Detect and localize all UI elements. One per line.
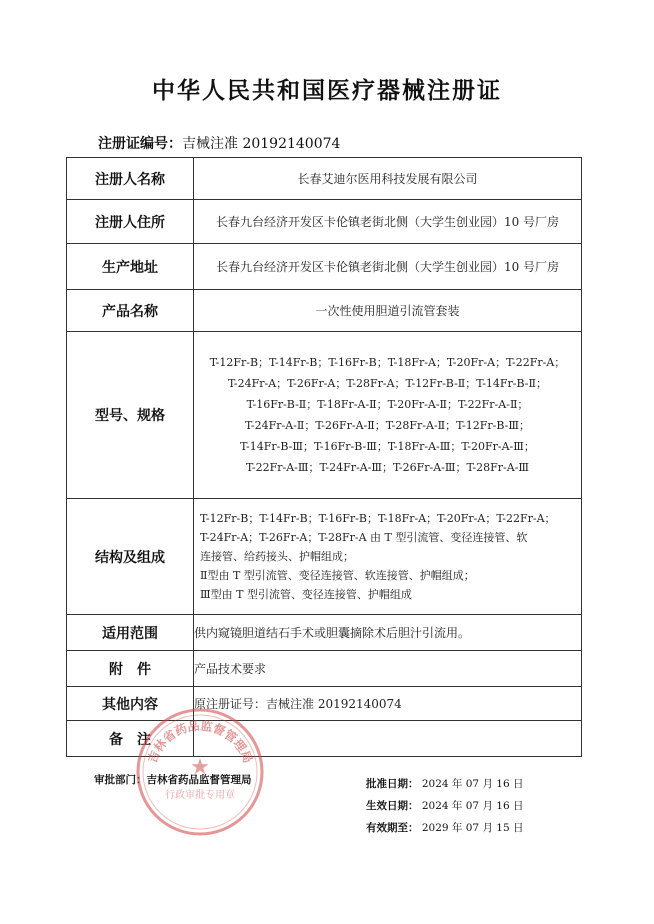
table-row: [67, 721, 582, 757]
registration-number: [98, 133, 340, 153]
svg-text:★: ★: [190, 755, 210, 780]
approval-date-label: 批准日期：: [366, 778, 419, 790]
spec-line: T-22Fr-A-Ⅲ；T-24Fr-A-Ⅲ；T-26Fr-A-Ⅲ；T-28Fr-A-Ⅲ: [245, 461, 530, 474]
attachment-label: 附 件: [67, 651, 194, 687]
expiry-date-label: 有效期至：: [366, 822, 419, 834]
product-name-label: 产品名称: [67, 290, 194, 332]
spec-line: T-14Fr-B-Ⅲ；T-16Fr-B-Ⅲ；T-18Fr-A-Ⅲ；T-20Fr-A-Ⅲ；: [240, 440, 535, 453]
effective-date-label: 生效日期：: [366, 800, 419, 812]
spec-value: [194, 332, 582, 499]
table-row: [67, 651, 582, 687]
structure-value: [194, 499, 582, 615]
table-row: [67, 687, 582, 721]
attachment-value: 产品技术要求: [194, 651, 582, 687]
registrant-label: 注册人名称: [67, 158, 194, 200]
effective-date: [366, 798, 523, 813]
approval-authority: [94, 772, 252, 787]
registration-number-label: 注册证编号：: [98, 136, 182, 152]
approval-authority-label: 审批部门：: [94, 774, 147, 786]
expiry-date-value: 2029 年 07 月 15 日: [421, 822, 524, 834]
other-content-label: 其他内容: [67, 687, 194, 721]
scope-value: 供内窥镜胆道结石手术或胆囊摘除术后胆汁引流用。: [194, 615, 582, 651]
address-value: 长春九台经济开发区卡伦镇老街北侧（大学生创业园）10 号厂房: [194, 200, 582, 244]
structure-line: Ⅱ型由 T 型引流管、变径连接管、软连接管、护帽组成；: [200, 569, 475, 582]
approval-date: [366, 776, 523, 791]
production-address-value: 长春九台经济开发区卡伦镇老街北侧（大学生创业园）10 号厂房: [194, 244, 582, 290]
other-content-value: 原注册证号：吉械注准 20192140074: [194, 687, 582, 721]
structure-line: 连接管、给药接头、护帽组成；: [200, 550, 354, 563]
structure-line: Ⅲ型由 T 型引流管、变径连接管、护帽组成: [200, 588, 412, 601]
product-name-value: 一次性使用胆道引流管套装: [194, 290, 582, 332]
page-title: 中华人民共和国医疗器械注册证: [152, 78, 502, 104]
spec-line: T-12Fr-B；T-14Fr-B；T-16Fr-B；T-18Fr-A；T-20Fr-A；T-22Fr-A；: [209, 356, 566, 369]
expiry-date: [366, 820, 523, 835]
scope-label: 适用范围: [67, 615, 194, 651]
effective-date-value: 2024 年 07 月 16 日: [421, 800, 524, 812]
production-address-label: 生产地址: [67, 244, 194, 290]
spec-line: T-24Fr-A-Ⅱ；T-26Fr-A-Ⅱ；T-28Fr-A-Ⅱ；T-12Fr-B-Ⅲ；: [245, 419, 530, 432]
table-row: [67, 332, 582, 499]
spec-line: T-24Fr-A；T-26Fr-A；T-28Fr-A；T-12Fr-B-Ⅱ；T-14Fr-B-Ⅱ；: [228, 377, 547, 390]
seal-text: 吉林省药品监督管理局: [145, 718, 255, 766]
table-row: [67, 200, 582, 244]
table-row: [67, 499, 582, 615]
spec-line: T-16Fr-B-Ⅱ；T-18Fr-A-Ⅱ；T-20Fr-A-Ⅱ；T-22Fr-A-Ⅱ；: [246, 398, 529, 411]
table-row: [67, 158, 582, 200]
approval-authority-value: 吉林省药品监督管理局: [146, 774, 252, 786]
remarks-value: [194, 721, 582, 757]
structure-line: T-24Fr-A；T-26Fr-A；T-28Fr-A 由 T 型引流管、变径连接管、软: [200, 531, 528, 544]
table-row: [67, 290, 582, 332]
registrant-value: 长春艾迪尔医用科技发展有限公司: [194, 158, 582, 200]
approval-date-value: 2024 年 07 月 16 日: [421, 778, 524, 790]
table-row: [67, 244, 582, 290]
structure-line: T-12Fr-B；T-14Fr-B；T-16Fr-B；T-18Fr-A；T-20Fr-A；T-22Fr-A；: [200, 512, 556, 525]
seal-sub-text: 行政审批专用章: [165, 790, 235, 801]
structure-label: 结构及组成: [67, 499, 194, 615]
spec-label: 型号、规格: [67, 332, 194, 499]
table-row: [67, 615, 582, 651]
address-label: 注册人住所: [67, 200, 194, 244]
certificate-table: [66, 157, 582, 757]
remarks-label: 备 注: [67, 721, 194, 757]
registration-number-value: 吉械注准 20192140074: [182, 136, 341, 152]
